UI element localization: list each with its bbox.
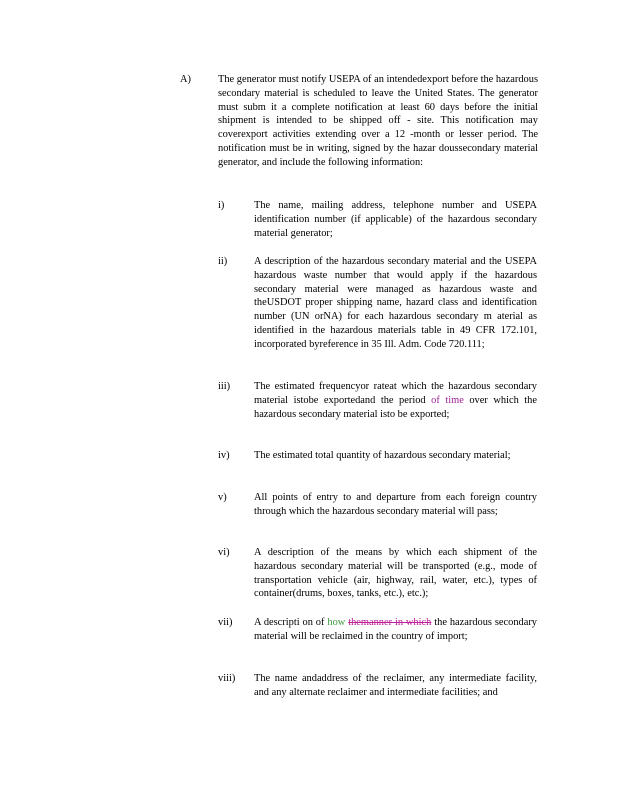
inserted-text: how <box>327 617 346 628</box>
item-number: iv) <box>218 450 230 461</box>
section-paragraph: The generator must notify USEPA of an intendedexport before the hazardous secondary material is scheduled to leave the United States. The generator must subm it a complete notification at least 60 days before the initial shipment is intended to be shipped off - site. This notification may coverexport activities extending over a 12 -month or lesser period. The notification must be in writing, signed by the hazar doussecondary material generator, and include the following information: <box>218 74 538 168</box>
deleted-text: themanner in which <box>348 617 432 628</box>
item-number: iii) <box>218 381 231 392</box>
item-text: The name andaddress of the reclaimer, any intermediate facility, and any alternate reclaimer and intermediate facilities; and <box>254 673 537 698</box>
item-text-part: the hazardous secondary material will be reclaimed in the country of import; <box>254 617 537 642</box>
item-number: vii) <box>218 617 233 628</box>
item-text: The name, mailing address, telephone number and USEPA identification number (if applicable) of the hazardous secondary material generator; <box>254 200 537 239</box>
item-number: i) <box>218 200 225 211</box>
item-number: ii) <box>218 256 228 267</box>
item-text-part: A descripti on of <box>254 617 328 628</box>
item-text <box>254 380 537 421</box>
item-text <box>254 616 537 644</box>
item-number: v) <box>218 492 227 503</box>
item-text: All points of entry to and departure from each foreign country through which the hazardous secondary material will pass; <box>254 492 537 517</box>
item-text: A description of the means by which each shipment of the hazardous secondary material will be transported (e.g., mode of transportation vehicle (air, highway, rail, water, etc.), types of container(drums, boxes, tanks, etc.), etc.); <box>254 547 537 600</box>
item-text-part: The estimated frequencyor rateat which the hazardous secondary material istobe exportedand the period <box>254 381 537 406</box>
item-number: vi) <box>218 547 230 558</box>
inserted-text: of time <box>431 394 464 406</box>
item-number: viii) <box>218 673 236 684</box>
item-text: A description of the hazardous secondary material and the USEPA hazardous waste number that would apply if the hazardous secondary material were managed as hazardous waste and theUSDOT proper shipping name, hazard class and identification number (UN orNA) for each hazardous secondary m aterial as identified in the hazardous materials table in 49 CFR 172.101, incorporated byreference in 35 Ill. Adm. Code 720.111; <box>254 256 537 350</box>
item-text: The estimated total quantity of hazardous secondary material; <box>254 450 511 461</box>
section-letter: A) <box>180 74 191 85</box>
item-text-part: over which the hazardous secondary material isto be exported; <box>254 394 537 420</box>
